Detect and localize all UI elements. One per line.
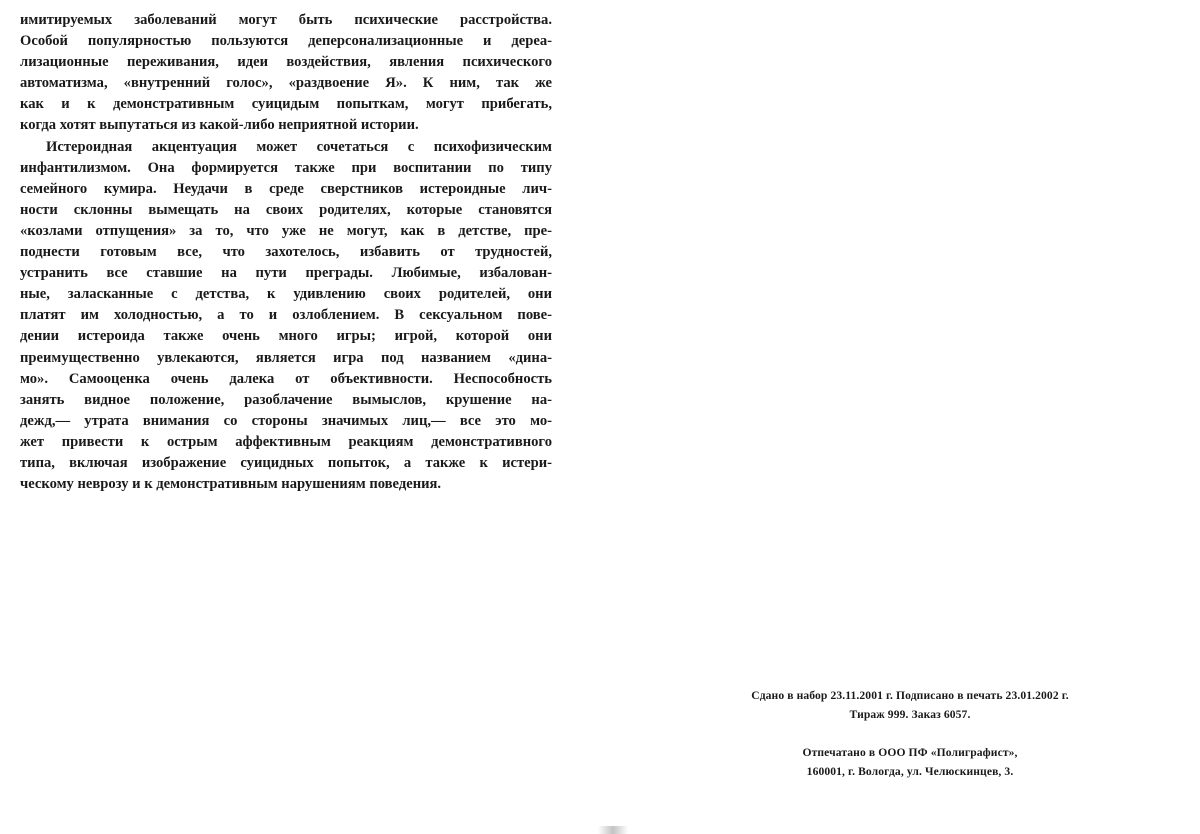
text-line: дении истероида также очень много игры; игрой, которой они xyxy=(20,328,552,345)
text-line: лизационные переживания, идеи воздействия, явления психического xyxy=(20,54,552,71)
text-line: как и к демонстративным суицидым попыткам, могут прибегать, xyxy=(20,96,552,113)
text-line: типа, включая изображение суицидных попыток, а также к истери- xyxy=(20,454,552,471)
text-line: преимущественно увлекаются, является игра под названием «дина- xyxy=(20,349,552,366)
text-line: Особой популярностью пользуются деперсонализационные и дереа- xyxy=(20,33,552,50)
left-page xyxy=(20,10,552,495)
text-line: «козлами отпущения» за то, что уже не могут, как в детстве, пре- xyxy=(20,222,552,239)
print-run-and-order: Тираж 999. Заказ 6057. xyxy=(849,708,971,721)
right-page-colophon xyxy=(690,686,1130,781)
text-line: Истероидная акцентуация может сочетаться с психофизическим xyxy=(46,138,552,155)
printer-name: Отпечатано в ООО ПФ «Полиграфист», xyxy=(802,746,1018,759)
text-line: автоматизма, «внутренний голос», «раздвоение Я». К ним, так же xyxy=(20,75,552,92)
text-line: имитируемых заболеваний могут быть психические расстройства. xyxy=(20,12,552,28)
text-line: занять видное положение, разоблачение вымыслов, крушение на- xyxy=(20,391,552,408)
text-line: когда хотят выпутаться из какой-либо неприятной истории. xyxy=(20,117,419,134)
text-line: инфантилизмом. Она формируется также при воспитании по типу xyxy=(20,159,552,176)
text-line: мо». Самооценка очень далека от объективности. Неспособность xyxy=(20,370,552,387)
text-line: ные, заласканные с детства, к удивлению своих родителей, они xyxy=(20,286,552,303)
text-line: ческому неврозу и к демонстративным нарушениям поведения. xyxy=(20,476,442,493)
text-line: устранить все ставшие на пути преграды. Любимые, избалован- xyxy=(20,265,552,282)
typesetting-dates: Сдано в набор 23.11.2001 г. Подписано в печать 23.01.2002 г. xyxy=(751,689,1069,702)
colophon-spacer xyxy=(690,724,1130,743)
paragraph-1 xyxy=(20,10,552,137)
text-line: жет привести к острым аффективным реакциям демонстративного xyxy=(20,433,552,450)
paragraph-2 xyxy=(20,137,552,496)
printer-address: 160001, г. Вологда, ул. Челюскинцев, 3. xyxy=(806,765,1014,778)
text-line: поднести готовым все, что захотелось, избавить от трудностей, xyxy=(20,244,552,261)
text-line: дежд,— утрата внимания со стороны значимых лиц,— все это мо- xyxy=(20,412,552,429)
text-line: ности склонны вымещать на своих родителях, которые становятся xyxy=(20,201,552,218)
text-line: платят им холодностью, а то и озлоблением. В сексуальном пове- xyxy=(20,307,552,324)
text-line: семейного кумира. Неудачи в среде сверстников истероидные лич- xyxy=(20,180,552,197)
scan-smudge xyxy=(598,826,628,834)
